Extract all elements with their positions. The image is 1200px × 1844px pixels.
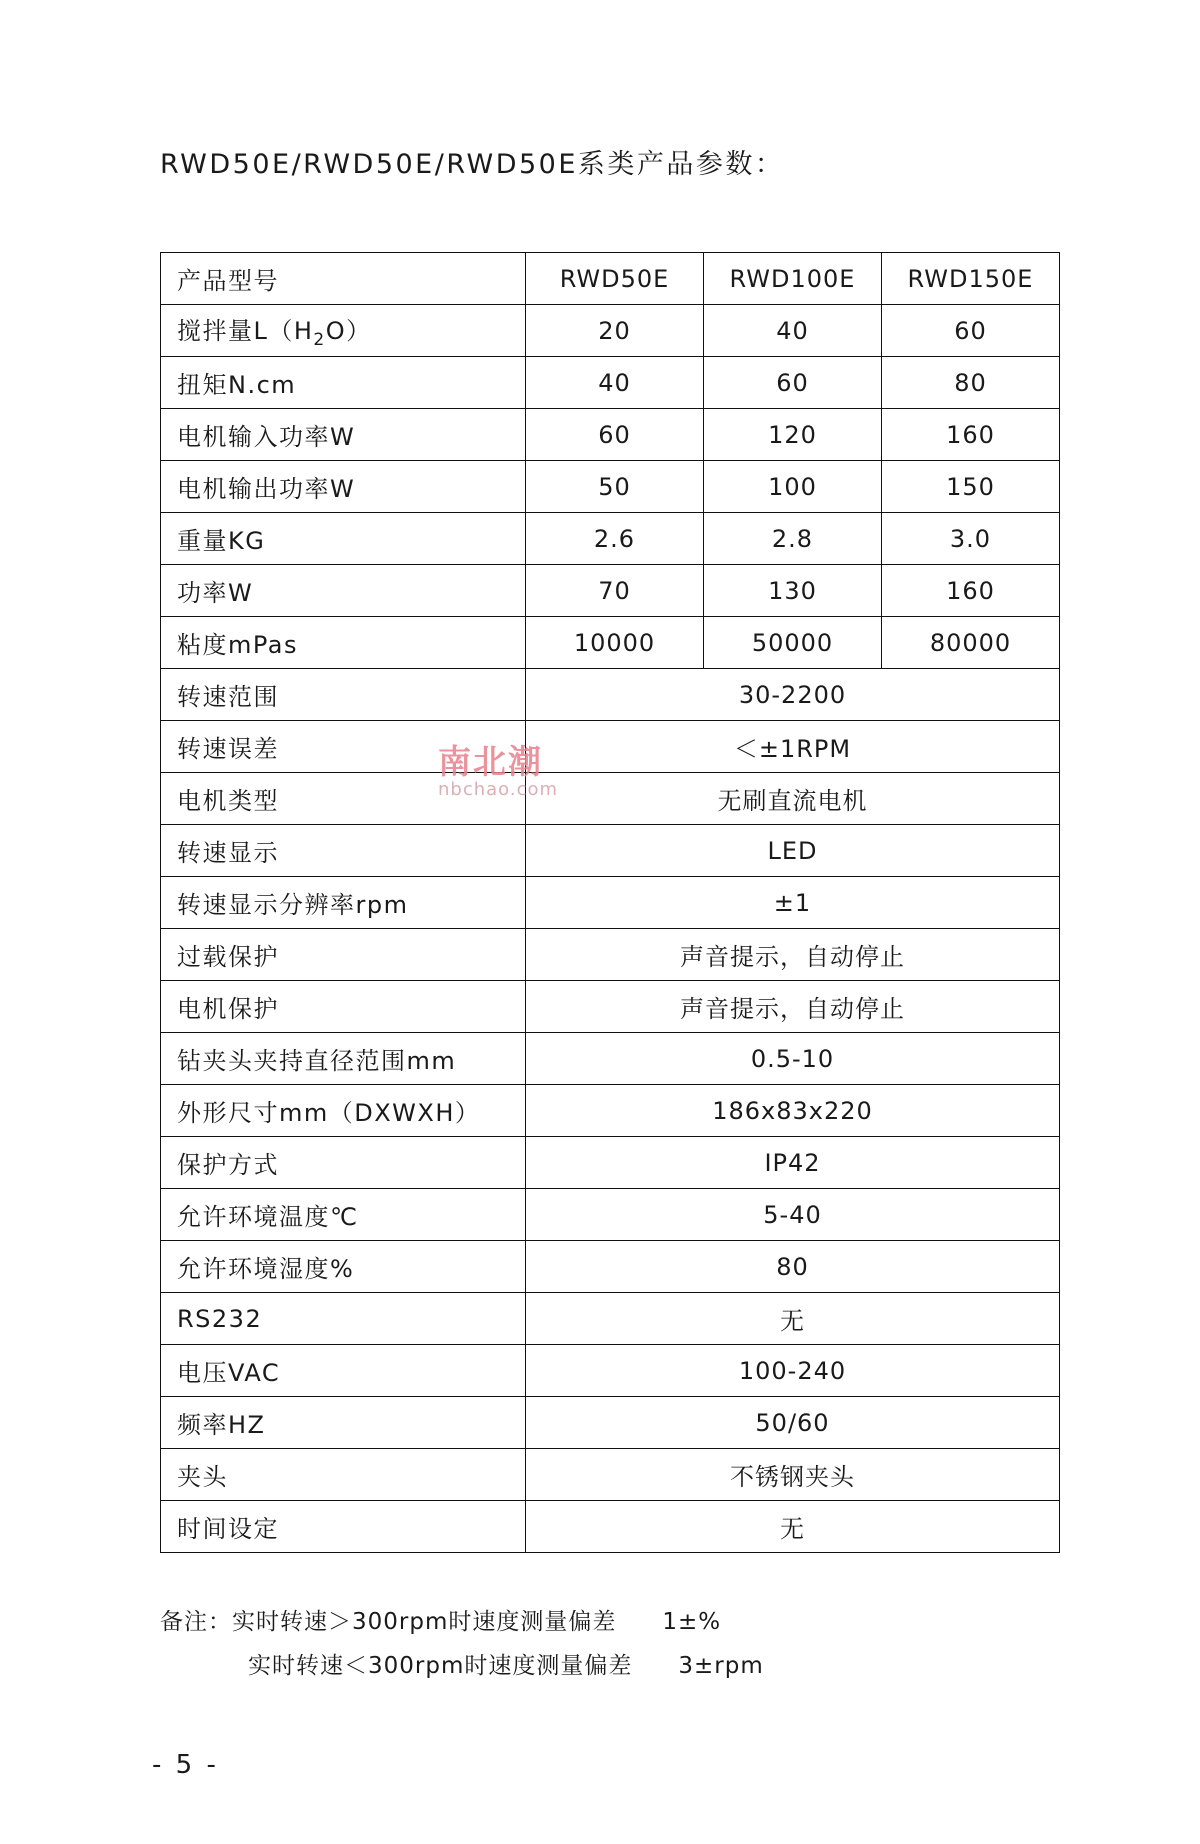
row-label: 转速误差 — [161, 721, 526, 773]
row-value-1: 40 — [526, 357, 704, 409]
table-row — [161, 1501, 1060, 1553]
row-value-2: 130 — [704, 565, 882, 617]
row-label: 重量KG — [161, 513, 526, 565]
row-value-1: 50 — [526, 461, 704, 513]
watermark-en-text: nbchao.com — [438, 779, 559, 800]
row-label — [161, 305, 526, 357]
footnote-1-label: 备注：实时转速＞300rpm时速度测量偏差 — [160, 1609, 617, 1635]
row-label: 夹头 — [161, 1449, 526, 1501]
row-value-3: 80 — [882, 357, 1060, 409]
row-label: 扭矩N.cm — [161, 357, 526, 409]
footnote-line-1 — [160, 1600, 764, 1644]
row-value-2: 40 — [704, 305, 882, 357]
row-value-2: 2.8 — [704, 513, 882, 565]
table-row — [161, 1189, 1060, 1241]
row-label: 电机输入功率W — [161, 409, 526, 461]
row-label: 钻夹头夹持直径范围mm — [161, 1033, 526, 1085]
footnote-line-2 — [160, 1644, 764, 1688]
row-label: RS232 — [161, 1293, 526, 1345]
footnote-2-label: 实时转速＜300rpm时速度测量偏差 — [248, 1653, 633, 1679]
page-number: - 5 - — [152, 1750, 219, 1780]
table-row — [161, 1293, 1060, 1345]
table-header-row — [161, 253, 1060, 305]
table-row — [161, 409, 1060, 461]
row-label: 粘度mPas — [161, 617, 526, 669]
row-value-1: 2.6 — [526, 513, 704, 565]
table-row — [161, 929, 1060, 981]
row-value-3: 150 — [882, 461, 1060, 513]
table-row — [161, 981, 1060, 1033]
row-label: 转速显示分辨率rpm — [161, 877, 526, 929]
row-value-span: 声音提示，自动停止 — [526, 981, 1060, 1033]
row-label: 过载保护 — [161, 929, 526, 981]
row-value-span: 100-240 — [526, 1345, 1060, 1397]
row-label: 外形尺寸mm（DXWXH） — [161, 1085, 526, 1137]
table-row — [161, 617, 1060, 669]
row-label: 允许环境温度℃ — [161, 1189, 526, 1241]
row-value-span: IP42 — [526, 1137, 1060, 1189]
footnote-1-value: 1±% — [662, 1609, 722, 1635]
watermark-cn-text: 南北潮 — [438, 742, 543, 781]
row-value-1: 20 — [526, 305, 704, 357]
table-row — [161, 877, 1060, 929]
header-cell-model-2: RWD100E — [704, 253, 882, 305]
table-row — [161, 1033, 1060, 1085]
specifications-table — [160, 252, 1060, 1553]
row-value-span: 无刷直流电机 — [526, 773, 1060, 825]
table-row — [161, 721, 1060, 773]
table-row — [161, 1085, 1060, 1137]
table-body — [161, 253, 1060, 1553]
row-value-span: 0.5-10 — [526, 1033, 1060, 1085]
row-label-text-post: O） — [325, 317, 372, 346]
row-label: 频率HZ — [161, 1397, 526, 1449]
row-label: 电机保护 — [161, 981, 526, 1033]
table-row — [161, 1345, 1060, 1397]
row-value-span: 不锈钢夹头 — [526, 1449, 1060, 1501]
row-value-span: LED — [526, 825, 1060, 877]
row-label: 功率W — [161, 565, 526, 617]
row-value-1: 10000 — [526, 617, 704, 669]
row-label: 电机类型 — [161, 773, 526, 825]
row-value-2: 100 — [704, 461, 882, 513]
row-value-3: 60 — [882, 305, 1060, 357]
page-title: RWD50E/RWD50E/RWD50E系类产品参数： — [160, 149, 785, 180]
row-value-1: 60 — [526, 409, 704, 461]
table-row — [161, 305, 1060, 357]
row-label: 时间设定 — [161, 1501, 526, 1553]
table-row — [161, 1449, 1060, 1501]
header-cell-model-3: RWD150E — [882, 253, 1060, 305]
table-row — [161, 1137, 1060, 1189]
row-label: 电压VAC — [161, 1345, 526, 1397]
row-value-2: 60 — [704, 357, 882, 409]
row-value-span: 声音提示，自动停止 — [526, 929, 1060, 981]
row-value-1: 70 — [526, 565, 704, 617]
row-value-3: 160 — [882, 409, 1060, 461]
table-row — [161, 1397, 1060, 1449]
row-value-span: 无 — [526, 1293, 1060, 1345]
row-value-span: ±1 — [526, 877, 1060, 929]
row-value-2: 50000 — [704, 617, 882, 669]
row-value-span: 5-40 — [526, 1189, 1060, 1241]
row-label: 电机输出功率W — [161, 461, 526, 513]
row-value-3: 3.0 — [882, 513, 1060, 565]
row-value-span: 无 — [526, 1501, 1060, 1553]
row-value-span: 50/60 — [526, 1397, 1060, 1449]
table-row — [161, 1241, 1060, 1293]
row-value-2: 120 — [704, 409, 882, 461]
row-value-span: 30-2200 — [526, 669, 1060, 721]
row-label: 保护方式 — [161, 1137, 526, 1189]
table-row — [161, 513, 1060, 565]
row-label-subscript: 2 — [313, 329, 326, 350]
row-value-span: 186x83x220 — [526, 1085, 1060, 1137]
footnotes — [160, 1600, 764, 1688]
table-row — [161, 565, 1060, 617]
header-cell-label: 产品型号 — [161, 253, 526, 305]
row-label: 允许环境湿度% — [161, 1241, 526, 1293]
row-label: 转速范围 — [161, 669, 526, 721]
row-value-3: 80000 — [882, 617, 1060, 669]
footnote-2-value: 3±rpm — [678, 1653, 764, 1679]
row-label-text: 搅拌量L（H — [177, 317, 314, 346]
row-value-span: 80 — [526, 1241, 1060, 1293]
table-row — [161, 461, 1060, 513]
table-row — [161, 669, 1060, 721]
table-row — [161, 825, 1060, 877]
row-label: 转速显示 — [161, 825, 526, 877]
table-row — [161, 773, 1060, 825]
header-cell-model-1: RWD50E — [526, 253, 704, 305]
row-value-span: ＜±1RPM — [526, 721, 1060, 773]
table-row — [161, 357, 1060, 409]
row-value-3: 160 — [882, 565, 1060, 617]
